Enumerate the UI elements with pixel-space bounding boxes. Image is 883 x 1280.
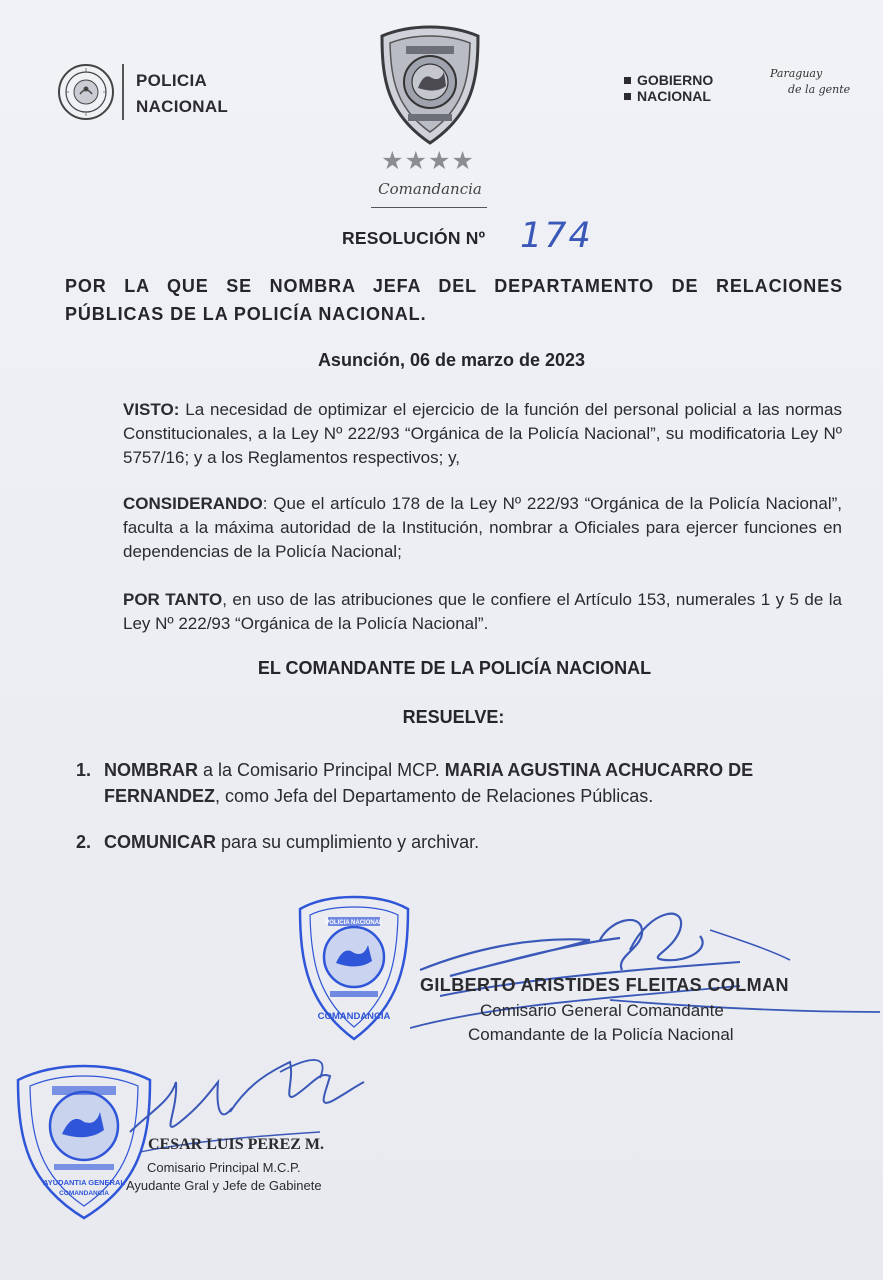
- resolution-item: [76, 829, 844, 855]
- stamp2-bottom-text2: COMANDANCIA: [59, 1190, 109, 1197]
- police-badge-icon: [378, 24, 482, 146]
- item-number: 1.: [76, 760, 92, 780]
- government-line1: GOBIERNO: [637, 72, 714, 88]
- bullet-square-icon: [624, 93, 631, 100]
- national-seal-icon: [58, 64, 114, 120]
- institution-name: [136, 68, 228, 120]
- office-title: Comandancia: [378, 180, 482, 198]
- institution-line1: POLICIA: [136, 71, 208, 90]
- item-text-cont: , como Jefa del Departamento de Relaciones Públicas.: [215, 786, 654, 806]
- secondary-signer-name: CESAR LUIS PEREZ M.: [148, 1136, 325, 1153]
- authority-text: EL COMANDANTE DE LA POLICÍA NACIONAL: [257, 658, 652, 678]
- resolution-date: [0, 350, 883, 371]
- portanto-label: POR TANTO: [123, 590, 223, 609]
- item-number: 2.: [76, 832, 92, 852]
- primary-signer-name: GILBERTO ARISTIDES FLEITAS COLMAN: [420, 975, 789, 995]
- item-verb: COMUNICAR: [104, 832, 216, 852]
- subject-line2: PÚBLICAS DE LA POLICÍA NACIONAL.: [65, 304, 427, 324]
- date-text: Asunción, 06 de marzo de 2023: [317, 350, 586, 370]
- government-line2: NACIONAL: [637, 88, 711, 104]
- subject-line1: POR LA QUE SE NOMBRA JEFA DEL DEPARTAMENTO DE RELACIONES: [65, 276, 843, 296]
- considerando-paragraph: [65, 492, 842, 564]
- item-verb: NOMBRAR: [104, 760, 198, 780]
- rank-stars: ★★★★: [381, 147, 475, 175]
- resolution-label: RESOLUCIÓN Nº: [342, 228, 486, 248]
- stamp2-bottom-text: AYUDANTIA GENERAL: [43, 1178, 125, 1187]
- primary-signer-role: Comandante de la Policía Nacional: [468, 1025, 734, 1044]
- appointee-name-cont: FERNANDEZ: [104, 786, 215, 806]
- resuelve-text: RESUELVE:: [402, 707, 505, 727]
- visto-label: VISTO:: [123, 400, 180, 419]
- secondary-signer-role: Ayudante Gral y Jefe de Gabinete: [126, 1178, 322, 1193]
- resuelve-heading: [0, 707, 883, 728]
- authority-heading: [0, 658, 883, 679]
- comandancia-stamp: [296, 893, 412, 1043]
- bullet-square-icon: [624, 77, 631, 84]
- resolution-subject: [65, 272, 843, 328]
- tagline-line1: Paraguay: [770, 67, 823, 80]
- government-label: [624, 72, 713, 104]
- visto-paragraph: [65, 398, 842, 470]
- tagline: [770, 66, 860, 98]
- primary-signer-rank: Comisario General Comandante: [480, 1001, 724, 1020]
- appointee-name: MARIA AGUSTINA ACHUCARRO DE: [444, 760, 754, 780]
- considerando-label: CONSIDERANDO: [123, 494, 263, 513]
- stamp-bottom-text: COMANDANCIA: [317, 1011, 391, 1022]
- stamp-top-text: POLICIA NACIONAL: [325, 920, 383, 926]
- portanto-text: , en uso de las atribuciones que le confiere el Artículo 153, numerales 1 y 5 de la Ley Nº 222/93 “Orgánica de la Policía Nacional”.: [123, 590, 842, 633]
- item-text: a la Comisario Principal MCP.: [198, 760, 445, 780]
- considerando-text: : Que el artículo 178 de la Ley Nº 222/93 “Orgánica de la Policía Nacional”, faculta a la máxima autoridad de la Institución, nombrar a Oficiales para ejercer funciones en dependencias de la Policía Nacional;: [123, 494, 842, 561]
- resolution-item: [76, 757, 844, 809]
- tagline-line2: de la gente: [788, 83, 851, 96]
- item-text: para su cumplimiento y archivar.: [216, 832, 480, 852]
- secondary-signer-rank: Comisario Principal M.C.P.: [147, 1160, 301, 1175]
- office-underline: [371, 207, 487, 208]
- portanto-paragraph: [65, 588, 842, 636]
- institution-line2: NACIONAL: [136, 97, 229, 116]
- header-divider: [122, 64, 124, 120]
- resolution-number: 174: [520, 216, 593, 256]
- visto-text: La necesidad de optimizar el ejercicio de la función del personal policial a las normas Constitucionales, a la Ley Nº 222/93 “Orgánica de la Policía Nacional”, su modificatoria Ley Nº 5757/16; y a los Reglamentos respectivos; y,: [123, 400, 842, 467]
